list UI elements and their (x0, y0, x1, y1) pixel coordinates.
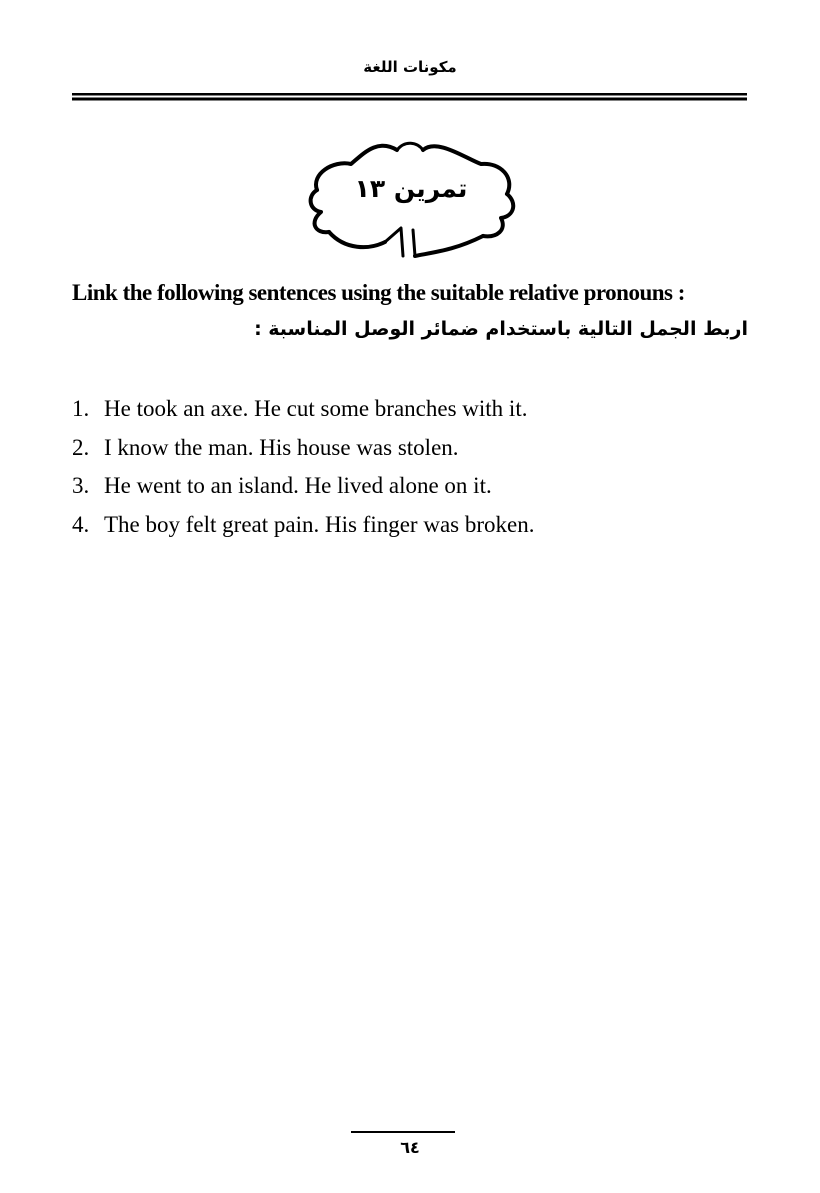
running-header: مكونات اللغة (363, 58, 457, 76)
list-item (72, 510, 752, 549)
item-text: He took an axe. He cut some branches with it. (104, 396, 528, 421)
page-number: ٦٤ (400, 1138, 420, 1157)
item-text: He went to an island. He lived alone on it. (104, 473, 492, 498)
item-number: 4. (72, 511, 90, 537)
list-item (72, 394, 752, 433)
instruction-english: Link the following sentences using the suitable relative pronouns : (72, 280, 685, 305)
list-item (72, 471, 752, 510)
item-number: 3. (72, 473, 90, 498)
item-text: The boy felt great pain. His finger was broken. (104, 511, 535, 537)
item-number: 1. (72, 396, 90, 421)
exercise-title: تمرين ١٣ (354, 174, 468, 203)
footer-rule (351, 1131, 455, 1133)
list-item (72, 433, 752, 472)
item-number: 2. (72, 434, 90, 460)
exercise-heading (305, 138, 517, 260)
instruction-arabic: اربط الجمل التالية باستخدام ضمائر الوصل المناسبة : (254, 318, 748, 340)
item-text: I know the man. His house was stolen. (104, 434, 459, 460)
sentence-list (72, 394, 752, 548)
header-rule (72, 93, 747, 101)
